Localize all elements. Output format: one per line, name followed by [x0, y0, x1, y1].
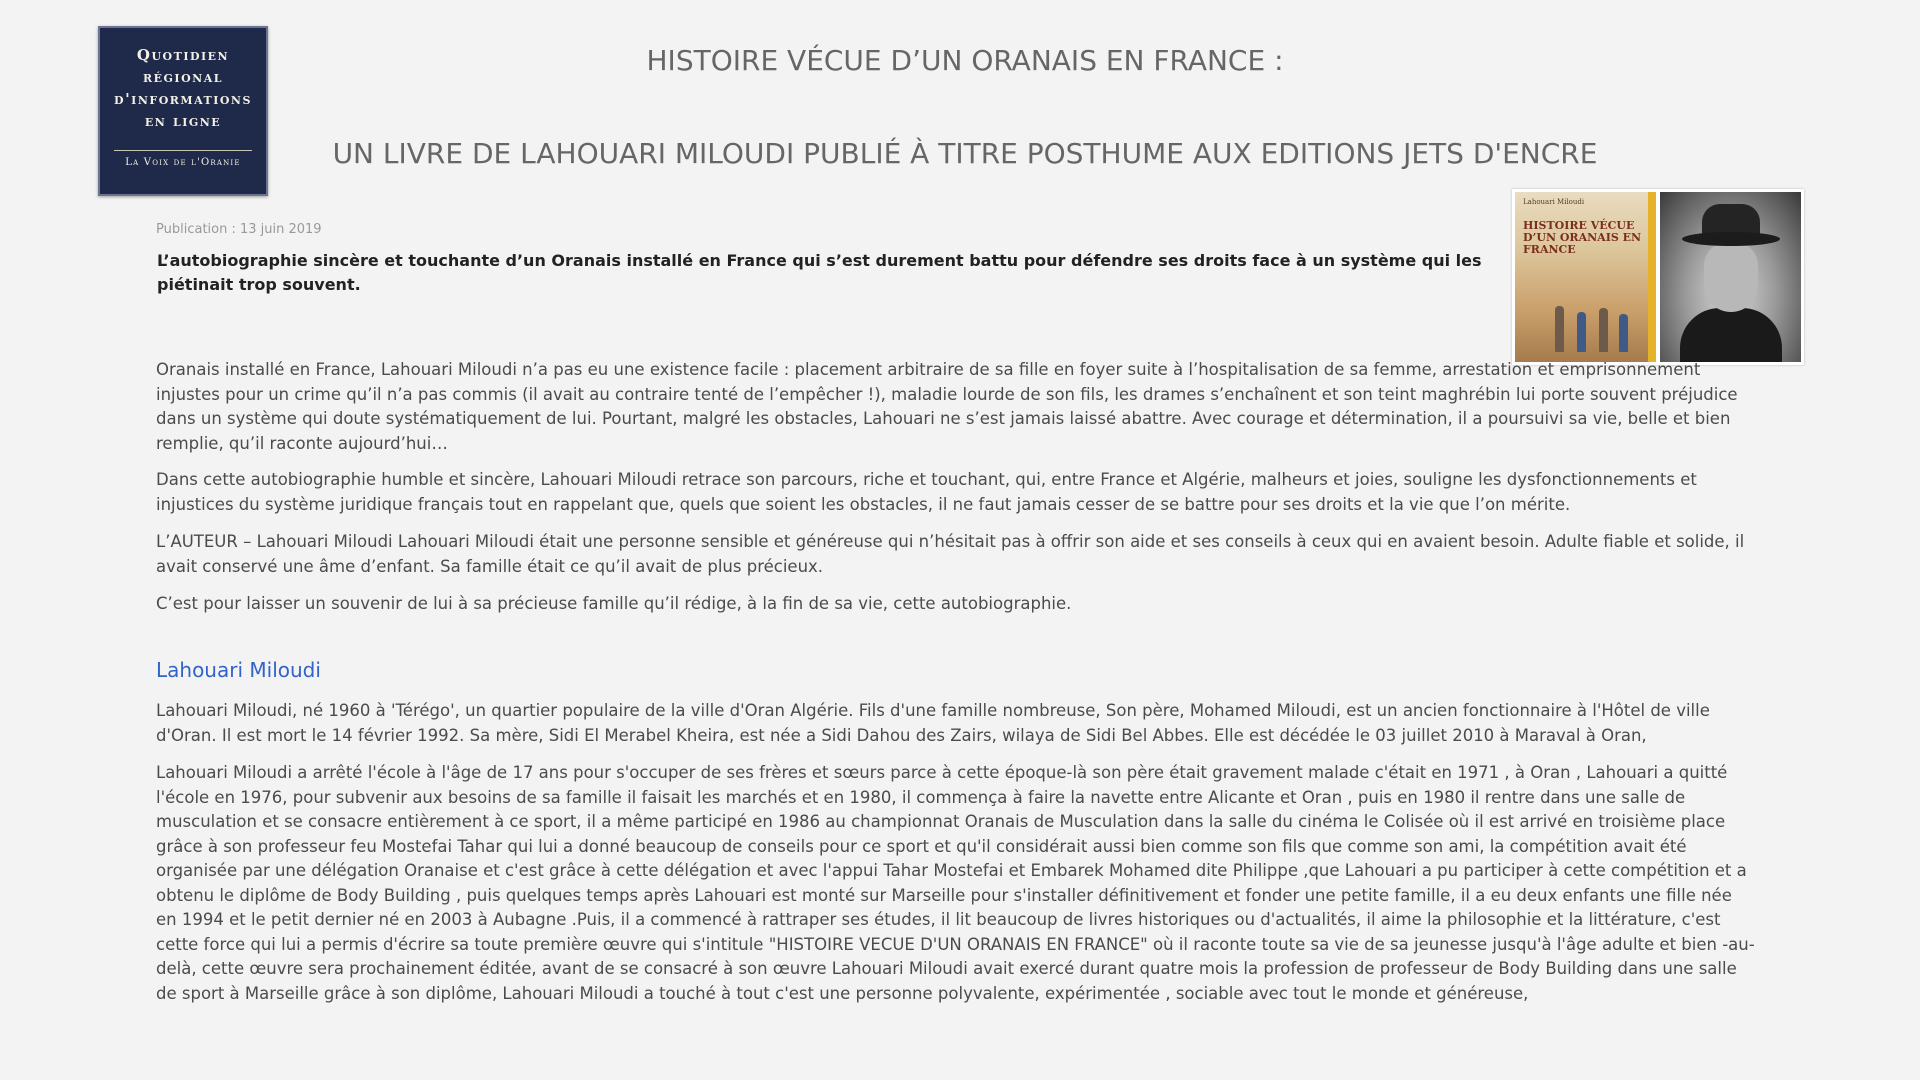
book-cover-author: Lahouari Miloudi — [1523, 198, 1585, 206]
logo-line: Quotidien — [136, 46, 230, 64]
article-lead: L’autobiographie sincère et touchante d’un Oranais installé en France qui s’est durement battu pour défendre ses droits face à un système qui les piétinait trop souvent. — [157, 251, 1482, 294]
portrait-hat-brim — [1682, 232, 1780, 246]
logo-line: en ligne — [144, 112, 222, 130]
logo-line: régional — [143, 68, 223, 86]
article-paragraph: Oranais installé en France, Lahouari Miloudi n’a pas eu une existence facile : placement arbitraire de sa fille en foyer suite à l’hospitalisation de sa femme, arrestation et emprisonnement injustes pour un crime qu’il n’a pas commis (il avait au contraire tenté de l’empêcher !), maladie lourde de son fils, les drames s’enchaînent et son teint maghrébin lui porte souvent préjudice dans un système qui doute systématiquement de lui. Pourtant, malgré les obstacles, Lahouari ne s’est jamais laissé abattre. Avec courage et détermination, il a poursuivi sa vie, belle et bien remplie, qu’il raconte aujourd’hui… — [156, 360, 1738, 453]
article-paragraph: Dans cette autobiographie humble et sincère, Lahouari Miloudi retrace son parcours, riche et touchant, qui, entre France et Algérie, malheurs et joies, souligne les dysfonctionnements et injustices du système juridique français tout en rappelant que, quels que soient les obstacles, il ne faut jamais cesser de se battre pour ses droits et la vie que l’on mérite. — [156, 470, 1697, 514]
cover-spine — [1648, 192, 1656, 362]
article-image[interactable] — [1512, 189, 1804, 365]
cover-figure — [1555, 306, 1564, 352]
logo-subtitle: La Voix de l'Oranie — [125, 157, 241, 168]
publication-date: Publication : 13 juin 2019 — [156, 222, 322, 237]
author-portrait-image — [1660, 192, 1801, 362]
portrait-scarf — [1680, 308, 1782, 362]
bio-paragraph: Lahouari Miloudi, né 1960 à 'Térégo', un quartier populaire de la ville d'Oran Algérie. Fils d'une famille nombreuse, Son père, Mohamed Miloudi, est un ancien fonctionnaire à l'Hôtel de ville d'Oran. Il est mort le 14 février 1992. Sa mère, Sidi El Merabel Kheira, est née a Sidi Dahou des Zairs, wilaya de Sidi Bel Abbes. Elle est décédée le 03 juillet 2010 à Maraval à Oran, — [156, 701, 1710, 745]
article-paragraph: C’est pour laisser un souvenir de lui à sa précieuse famille qu’il rédige, à la fin de sa vie, cette autobiographie. — [156, 594, 1072, 613]
cover-figure — [1619, 314, 1628, 352]
cover-figure — [1577, 312, 1586, 352]
site-logo[interactable] — [98, 26, 268, 196]
portrait-face — [1704, 242, 1758, 312]
book-cover-image — [1515, 192, 1656, 362]
section-heading-author: Lahouari Miloudi — [156, 658, 321, 682]
logo-line: d'informations — [114, 90, 252, 108]
article-title-line-2: UN LIVRE DE LAHOUARI MILOUDI PUBLIÉ À TITRE POSTHUME AUX EDITIONS JETS D'ENCRE — [332, 137, 1598, 170]
book-cover-title: HISTOIRE VÉCUE D’UN ORANAIS EN FRANCE — [1523, 219, 1642, 256]
logo-divider — [114, 150, 252, 151]
cover-figure — [1599, 308, 1608, 352]
bio-paragraph: Lahouari Miloudi a arrêté l'école à l'âge de 17 ans pour s'occuper de ses frères et sœurs parce à cette époque-là son père était gravement malade c'était en 1971 , à Oran , Lahouari a quitté l'école en 1976, pour subvenir aux besoins de sa famille il faisait les marchés et en 1980, il commença à faire la navette entre Alicante et Oran , puis en 1980 il rentre dans une salle de musculation et se consacre entièrement à ce sport, il a même participé en 1986 au championnat Oranais de Musculation dans la salle du cinéma le Colisée où il est arrivé en troisième place grâce à son professeur feu Mostefai Tahar qui lui a donné beaucoup de conseils pour ce sport et qu'il considérait aussi bien comme son fils que comme son ami, la compétition avait été organisée par une délégation Oranaise et c'est grâce à cette délégation et avec l'appui Tahar Mostefai et Embarek Mohamed dite Philippe ,que Lahouari a pu participer à cette compétition et a obtenu le diplôme de Body Building , puis quelques temps après Lahouari est monté sur Marseille pour s'installer définitivement et fonder une petite famille, il a eu deux enfants une fille née en 1994 et le petit dernier né en 2003 à Aubagne .Puis, il a commencé à rattraper ses études, il lit beaucoup de livres historiques ou d'actualités, il aime la philosophie et la littérature, c'est cette force qui lui a permis d'écrire sa toute première œuvre qui s'intitule "HISTOIRE VECUE D'UN ORANAIS EN FRANCE" où il raconte toute sa vie de sa jeunesse jusqu'à l'âge adulte et bien -au-delà, cette œuvre sera prochainement éditée, avant de se consacré à son œuvre Lahouari Miloudi avait exercé durant quatre mois la profession de professeur de Body Building dans une salle de sport à Marseille grâce à son diplôme, Lahouari Miloudi a touché à tout c'est une personne polyvalente, expérimentée , sociable avec tout le monde et généreuse, — [156, 763, 1755, 1003]
article-paragraph: L’AUTEUR – Lahouari Miloudi Lahouari Miloudi était une personne sensible et généreuse qui n’hésitait pas à offrir son aide et ses conseils à ceux qui en avaient besoin. Adulte fiable et solide, il avait conservé une âme d’enfant. Sa famille était ce qu’il avait de plus précieux. — [156, 532, 1745, 576]
article-title-line-1: HISTOIRE VÉCUE D’UN ORANAIS EN FRANCE : — [646, 44, 1284, 77]
logo-tagline — [100, 44, 266, 132]
